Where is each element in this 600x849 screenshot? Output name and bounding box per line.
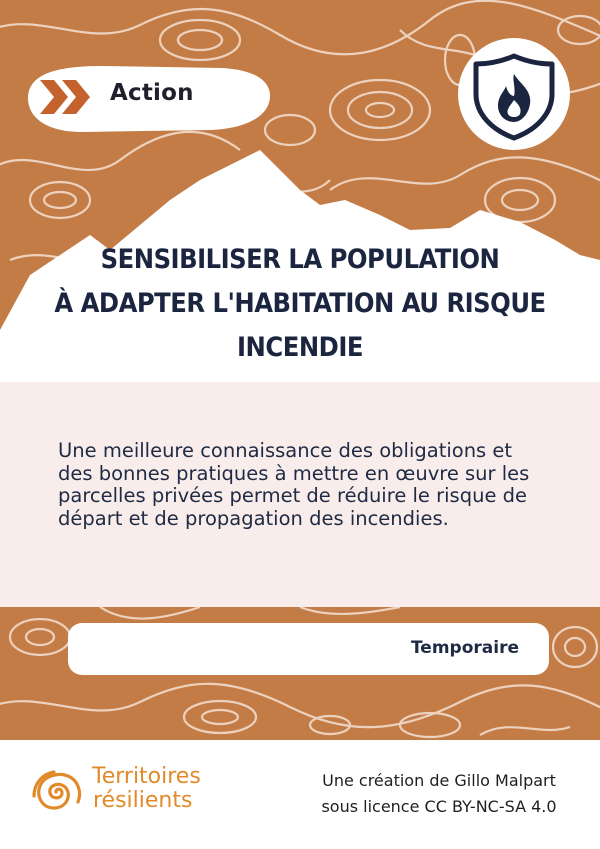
brand-name-line-1: Territoires: [92, 764, 201, 789]
credit-line-1: Une création de Gillo Malpart: [322, 771, 556, 790]
card-title-line-2: À ADAPTER L'HABITATION AU RISQUE: [54, 288, 546, 319]
brand-name-line-2: résilients: [93, 788, 193, 813]
card-title-line-1: SENSIBILISER LA POPULATION: [100, 244, 500, 275]
card-title-line-3: INCENDIE: [237, 332, 363, 363]
brand-name: [92, 765, 201, 813]
shield-fire-icon: [458, 38, 570, 150]
license-credit: [300, 768, 578, 820]
card-title: [40, 238, 560, 370]
status-pill: [68, 623, 549, 675]
status-label: Temporaire: [410, 638, 519, 658]
card-type-label: Action: [110, 80, 194, 106]
spiral-logo-icon: [28, 766, 84, 818]
category-badge: [458, 38, 570, 150]
card-description: Une meilleure connaissance des obligations et des bonnes pratiques à mettre en œuvre sur les parcelles privées permet de réduire le risque de départ et de propagation des incendies.: [58, 439, 530, 530]
double-chevron-right-icon: [38, 78, 96, 116]
credit-line-2: sous licence CC BY-NC-SA 4.0: [321, 797, 557, 816]
